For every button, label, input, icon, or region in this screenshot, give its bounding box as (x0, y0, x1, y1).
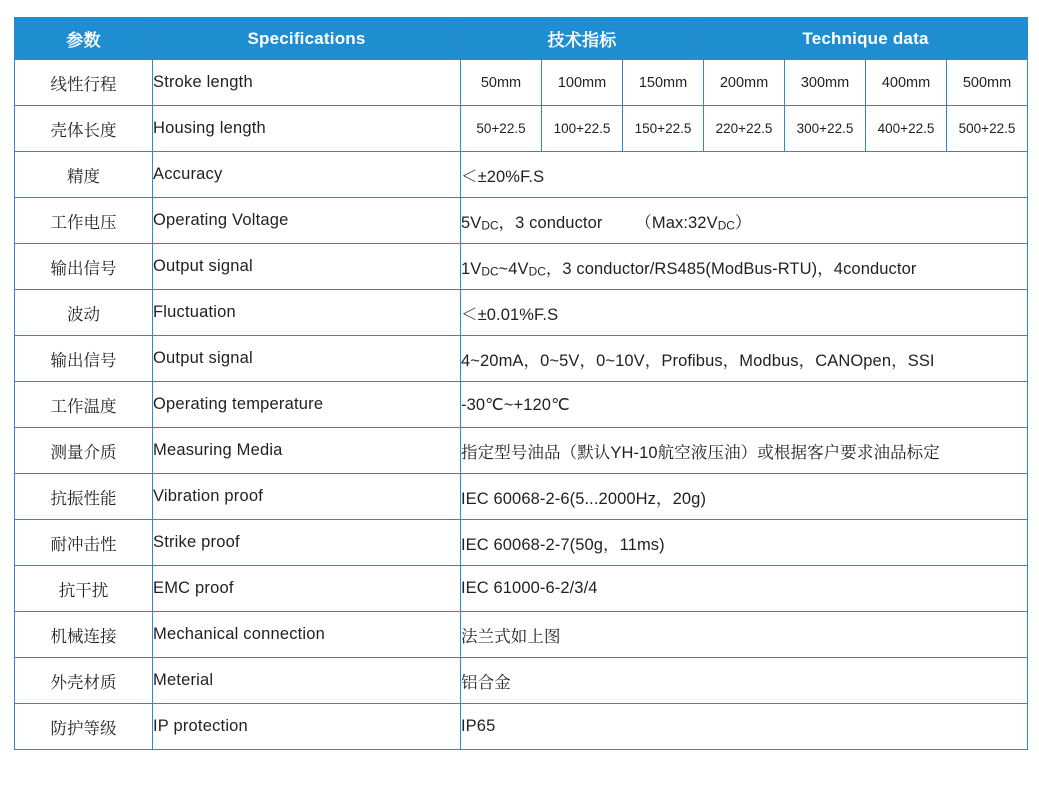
table-row-material (15, 658, 1028, 704)
housing-value: 150+22.5 (623, 106, 704, 152)
table-row-measuring-media (15, 428, 1028, 474)
header-row (15, 18, 1028, 60)
row-label-en: Fluctuation (153, 290, 461, 336)
row-value: ＜±0.01%F.S (461, 290, 1028, 336)
header-parameter-cn: 参数 (15, 18, 153, 60)
row-label-en: EMC proof (153, 566, 461, 612)
header-technique-en: Technique data (704, 18, 1028, 60)
row-label-cn: 输出信号 (15, 336, 153, 382)
row-value: 5VDC，3 conductor （Max:32VDC） (461, 198, 1028, 244)
table-row-ip-protection (15, 704, 1028, 750)
row-label-cn: 线性行程 (15, 60, 153, 106)
row-value: 法兰式如上图 (461, 612, 1028, 658)
row-label-cn: 抗振性能 (15, 474, 153, 520)
row-label-cn: 波动 (15, 290, 153, 336)
row-label-cn: 防护等级 (15, 704, 153, 750)
table-body (15, 60, 1028, 750)
row-label-cn: 输出信号 (15, 244, 153, 290)
row-value: 4~20mA，0~5V，0~10V，Profibus，Modbus，CANOpen，SSI (461, 336, 1028, 382)
table-row-stroke-length (15, 60, 1028, 106)
housing-value: 400+22.5 (866, 106, 947, 152)
stroke-value: 100mm (542, 60, 623, 106)
row-value: 1VDC~4VDC，3 conductor/RS485(ModBus-RTU)，4conductor (461, 244, 1028, 290)
row-label-cn: 抗干扰 (15, 566, 153, 612)
row-label-cn: 耐冲击性 (15, 520, 153, 566)
table-row-fluctuation (15, 290, 1028, 336)
stroke-value: 50mm (461, 60, 542, 106)
table-row-operating-temperature (15, 382, 1028, 428)
table-row-strike-proof (15, 520, 1028, 566)
stroke-value: 200mm (704, 60, 785, 106)
housing-value: 500+22.5 (947, 106, 1028, 152)
table-row-mechanical-connection (15, 612, 1028, 658)
row-label-en: Accuracy (153, 152, 461, 198)
row-label-en: Meterial (153, 658, 461, 704)
table-row-emc-proof (15, 566, 1028, 612)
table-row-housing-length (15, 106, 1028, 152)
table-row-output-signal-2 (15, 336, 1028, 382)
header-specifications-en: Specifications (153, 18, 461, 60)
row-label-cn: 壳体长度 (15, 106, 153, 152)
stroke-value: 300mm (785, 60, 866, 106)
row-label-en: Housing length (153, 106, 461, 152)
row-value: IEC 61000-6-2/3/4 (461, 566, 1028, 612)
specification-table (14, 17, 1028, 750)
row-label-en: Operating temperature (153, 382, 461, 428)
row-value: IEC 60068-2-7(50g，11ms) (461, 520, 1028, 566)
row-label-cn: 外壳材质 (15, 658, 153, 704)
row-value: IEC 60068-2-6(5...2000Hz，20g) (461, 474, 1028, 520)
housing-value: 100+22.5 (542, 106, 623, 152)
table-row-operating-voltage (15, 198, 1028, 244)
row-value: 铝合金 (461, 658, 1028, 704)
row-label-cn: 精度 (15, 152, 153, 198)
row-label-en: Operating Voltage (153, 198, 461, 244)
housing-value: 220+22.5 (704, 106, 785, 152)
row-label-en: Output signal (153, 336, 461, 382)
row-value: ＜±20%F.S (461, 152, 1028, 198)
stroke-value: 500mm (947, 60, 1028, 106)
row-label-en: Strike proof (153, 520, 461, 566)
row-label-en: Measuring Media (153, 428, 461, 474)
row-value: -30℃~+120℃ (461, 382, 1028, 428)
row-label-cn: 机械连接 (15, 612, 153, 658)
row-label-en: Output signal (153, 244, 461, 290)
stroke-value: 150mm (623, 60, 704, 106)
row-value: 指定型号油品（默认YH-10航空液压油）或根据客户要求油品标定 (461, 428, 1028, 474)
housing-value: 50+22.5 (461, 106, 542, 152)
row-label-en: Mechanical connection (153, 612, 461, 658)
row-label-en: Stroke length (153, 60, 461, 106)
row-label-en: IP protection (153, 704, 461, 750)
header-technique-cn: 技术指标 (461, 18, 704, 60)
table-header (15, 18, 1028, 60)
table-row-vibration-proof (15, 474, 1028, 520)
table-row-accuracy (15, 152, 1028, 198)
row-label-cn: 工作温度 (15, 382, 153, 428)
housing-value: 300+22.5 (785, 106, 866, 152)
table-row-output-signal-1 (15, 244, 1028, 290)
row-label-en: Vibration proof (153, 474, 461, 520)
row-label-cn: 测量介质 (15, 428, 153, 474)
row-label-cn: 工作电压 (15, 198, 153, 244)
row-value: IP65 (461, 704, 1028, 750)
stroke-value: 400mm (866, 60, 947, 106)
